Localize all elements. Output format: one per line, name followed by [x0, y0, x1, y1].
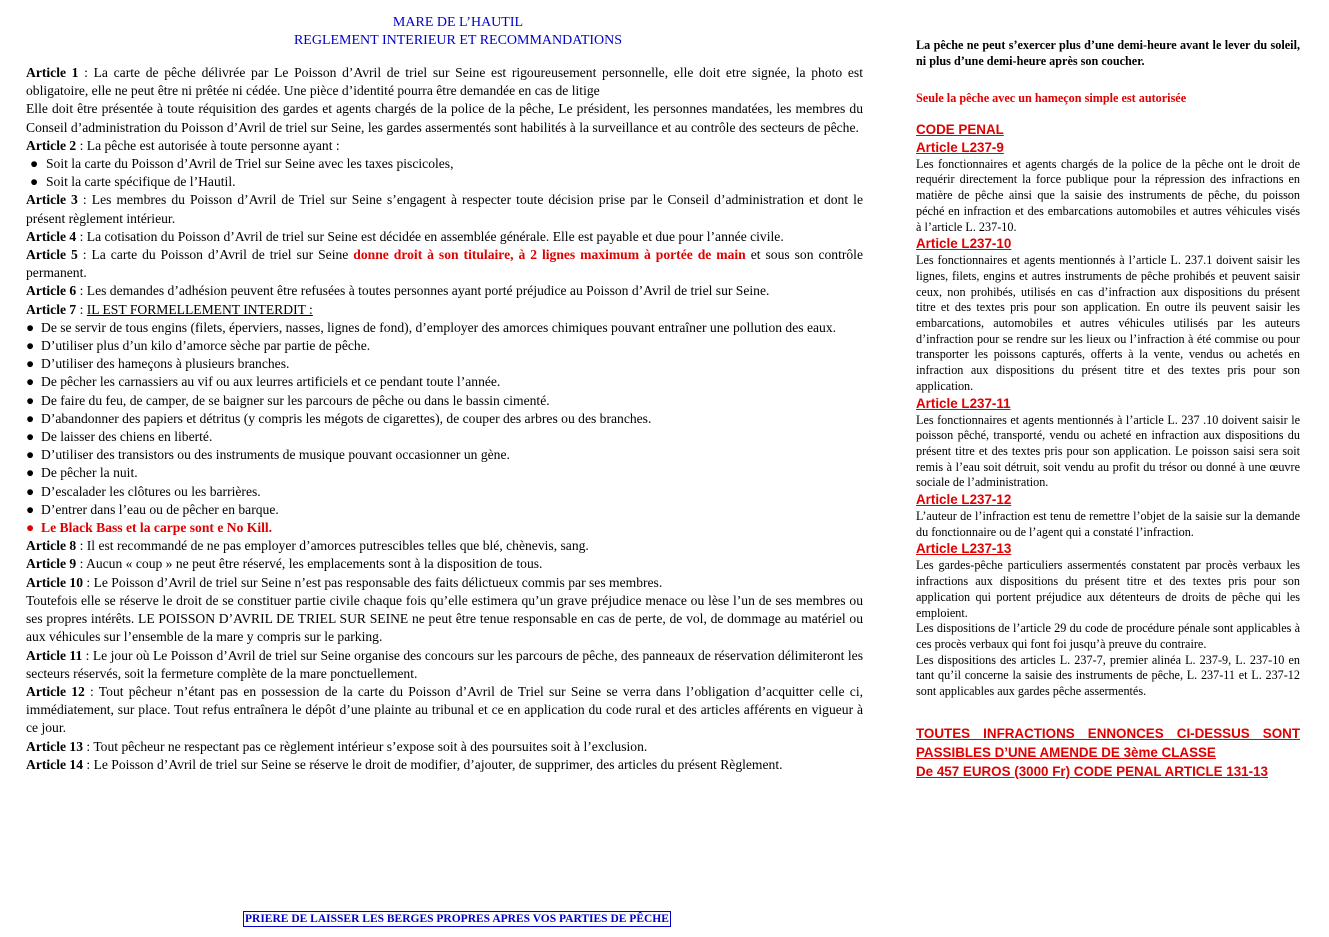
list-item: ● D’abandonner des papiers et détritus (y compris les mégots de cigarettes), de couper des arbres ou des branches.: [26, 410, 863, 428]
article-l237-11-text: Les fonctionnaires et agents mentionnés à l’article L. 237 .10 doivent saisir le poisson pêché, transporté, vendu ou acheté en infraction aux dispositions du présent titre et des textes pris pour son application. Le poisson saisi sera soit remis à l’eau soit détruit, soit vendu au profit du trésor ou donné à une œuvre sociale de l’administration.: [916, 412, 1300, 490]
article-l237-11-label: Article L237-11: [916, 395, 1011, 411]
bullet-icon: ●: [26, 520, 35, 536]
bullet-icon: ●: [30, 174, 39, 190]
article-1-paragraph-2: Elle doit être présentée à toute réquisition des gardes et agents chargés de la police de la pêche, Le président, les personnes mandatées, les membres du Conseil d’administration du Poisson d’Avril de triel sur Seine, les gardes assermentés sont habilités à la surveillance et au contrôle des secteurs de pêche.: [26, 101, 863, 135]
list-item: ● D’entrer dans l’eau ou de pêcher en barque.: [26, 501, 863, 519]
list-item: ● De laisser des chiens en liberté.: [26, 428, 863, 446]
article-l237-9-label: Article L237-9: [916, 139, 1004, 155]
article-1: Article 1 : La carte de pêche délivrée par Le Poisson d’Avril de triel sur Seine est rigoureusement personnelle, elle doit etre signée, la photo est obligatoire, elle ne peut être ni prêtée ni cédée. Une pièce d’identité pourra être demandée en cas de litige: [26, 65, 864, 99]
article-10: Article 10 : Le Poisson d’Avril de triel sur Seine n’est pas responsable des faits délictueux commis par ses membres.: [26, 574, 663, 590]
list-item: ● De se servir de tous engins (filets, éperviers, nasses, lignes de fond), d’employer des amorces chimiques pouvant entraîner une pollution des eaux.: [26, 319, 863, 337]
list-item: ● Soit la carte du Poisson d’Avril de Triel sur Seine avec les taxes piscicoles,: [26, 155, 863, 173]
article-12: Article 12 : Tout pêcheur n’étant pas en possession de la carte du Poisson d’Avril de Triel sur Seine se verra dans l’obligation d’acquitter celle ci, immédiatement, sur place. Tout refus entraînera le dépôt d’une plainte au tribunal et ce en application du code rural et des articles afférents en vigueur à ce jour.: [26, 683, 863, 736]
rules-column: [26, 64, 863, 774]
article-l237-13-text: Les gardes-pêche particuliers assermentés constatent par procès verbaux les infractions aux dispositions du présent titre et des textes pris pour son application qui portent préjudice aux détenteurs de droits de pêche qui les emploient.: [916, 558, 1300, 620]
article-l237-12-label: Article L237-12: [916, 492, 1012, 508]
bullet-icon: ●: [26, 465, 35, 481]
article-5: Article 5 : La carte du Poisson d’Avril de triel sur Seine donne droit à son titulaire, à 2 lignes maximum à portée de main et sous son contrôle permanent.: [26, 247, 863, 281]
bullet-icon: ●: [26, 374, 35, 390]
list-item: ● De pêcher les carnassiers au vif ou aux leurres artificiels et ce pendant toute l’année.: [26, 373, 863, 391]
article-10-paragraph-2: Toutefois elle se réserve le droit de se constituer partie civile chaque fois qu’elle estimera qu’un grave préjudice menace ou lèse l’un de ses membres ou ses propres intérêts. LE POISSON D’AVRIL DE TRIEL SUR SEINE ne peut être tenue responsable en cas de perte, de vol, de dommage au matériel ou aux véhicules sur l’ensemble de la mare y compris sur le parking.: [26, 592, 863, 645]
article-7: Article 7 : IL EST FORMELLEMENT INTERDIT :: [26, 301, 313, 317]
article-6: Article 6 : Les demandes d’adhésion peuvent être refusées à toutes personnes ayant porté préjudice au Poisson d’Avril de triel sur Seine.: [26, 283, 770, 299]
article-8: Article 8 : Il est recommandé de ne pas employer d’amorces putrescibles telles que blé, chènevis, sang.: [26, 538, 589, 554]
article-9: Article 9 : Aucun « coup » ne peut être réservé, les emplacements sont à la disposition de tous.: [26, 556, 543, 572]
list-item-no-kill: ● Le Black Bass et la carpe sont e No Kill.: [26, 519, 863, 537]
article-l237-13-text-2: Les dispositions de l’article 29 du code de procédure pénale sont applicables à ces procès verbaux qui font foi jusqu’à preuve du contraire.: [916, 621, 1300, 651]
list-item: ● D’utiliser plus d’un kilo d’amorce sèche par partie de pêche.: [26, 337, 863, 355]
list-item: ● De faire du feu, de camper, de se baigner sur les parcours de pêche ou dans le bassin cimenté.: [26, 392, 863, 410]
penalty-class-text: TOUTES INFRACTIONS ENNONCES CI-DESSUS SONT PASSIBLES D’UNE AMENDE DE 3ème CLASSE: [916, 725, 1300, 760]
title-line-2: REGLEMENT INTERIEUR ET RECOMMANDATIONS: [293, 33, 623, 48]
article-11: Article 11 : Le jour où Le Poisson d’Avril de triel sur Seine organise des concours sur les parcours de pêche, des panneaux de réservation délimiteront les secteurs réservés, soit la fermeture complète de la mare ponctuellement.: [26, 647, 863, 681]
title-line-1: MARE DE L’HAUTIL: [392, 15, 524, 30]
list-item: ● D’escalader les clôtures ou les barrières.: [26, 483, 863, 501]
bullet-icon: ●: [26, 447, 35, 463]
article-13: Article 13 : Tout pêcheur ne respectant pas ce règlement intérieur s’expose soit à des poursuites soit à l’exclusion.: [26, 738, 648, 754]
bullet-icon: ●: [26, 501, 35, 517]
document-title: [28, 14, 888, 50]
fishing-hours-note: La pêche ne peut s’exercer plus d’une demi-heure avant le lever du soleil, ni plus d’une demi-heure après son coucher.: [916, 38, 1300, 68]
list-item: ● D’utiliser des hameçons à plusieurs branches.: [26, 355, 863, 373]
bullet-icon: ●: [30, 156, 39, 172]
list-item: ● D’utiliser des transistors ou des instruments de musique pouvant occasionner un gène.: [26, 446, 863, 464]
bullet-icon: ●: [26, 319, 35, 335]
bullet-icon: ●: [26, 392, 35, 408]
article-14: Article 14 : Le Poisson d’Avril de triel sur Seine se réserve le droit de modifier, d’ajouter, de supprimer, des articles du présent Règlement.: [26, 756, 783, 772]
article-l237-13-label: Article L237-13: [916, 541, 1012, 557]
article-3: Article 3 : Les membres du Poisson d’Avril de Triel sur Seine s’engagent à respecter toute décision prise par le Conseil d’administration et dont le présent règlement intérieur.: [26, 192, 863, 226]
penal-code-column: [916, 37, 1300, 781]
article-2: Article 2 : La pêche est autorisée à toute personne ayant :: [26, 137, 340, 153]
bullet-icon: ●: [26, 410, 35, 426]
bullet-icon: ●: [26, 356, 35, 372]
clean-banks-notice: PRIERE DE LAISSER LES BERGES PROPRES APRES VOS PARTIES DE PÊCHE: [245, 913, 669, 925]
bullet-icon: ●: [26, 483, 35, 499]
article-l237-12-text: L’auteur de l’infraction est tenu de remettre l’objet de la saisie sur la demande du fonctionnaire ou de l’agent qui a constaté l’infraction.: [916, 509, 1300, 539]
list-item: ● De pêcher la nuit.: [26, 464, 863, 482]
penalty-amount-text: De 457 EUROS (3000 Fr) CODE PENAL ARTICLE 131-13: [916, 763, 1268, 779]
single-hook-note: Seule la pêche avec un hameçon simple est autorisée: [916, 91, 1187, 105]
bullet-icon: ●: [26, 338, 35, 354]
article-4: Article 4 : La cotisation du Poisson d’Avril de triel sur Seine est décidée en assemblée générale. Elle est payable et due pour l’année civile.: [26, 228, 784, 244]
list-item: ● Soit la carte spécifique de l’Hautil.: [26, 173, 863, 191]
penalty-notice: [916, 724, 1300, 781]
article-l237-13-text-3: Les dispositions des articles L. 237-7, premier alinéa L. 237-9, L. 237-10 en tant qu’il concerne la saisie des instruments de pêche, L. 237-11 et L. 237-12 sont applicables aux gardes pêche assermentés.: [916, 652, 1300, 699]
bullet-icon: ●: [26, 429, 35, 445]
code-penal-heading: CODE PENAL: [916, 121, 1004, 137]
article-l237-10-label: Article L237-10: [916, 236, 1012, 252]
article-l237-9-text: Les fonctionnaires et agents chargés de la police de la pêche ont le droit de requérir directement la force publique pour la répression des infractions en matière de pêche ainsi que la saisie des instruments de pêche, du poisson péché en infraction et des embarcations automobiles et autres véhicules visés à l’article L. 237-10.: [916, 156, 1300, 234]
article-l237-10-text: Les fonctionnaires et agents mentionnés à l’article L. 237.1 doivent saisir les lignes, filets, engins et autres instruments de pêche prohibés et peuvent saisir ceux, non prohibés, utilisés en cas d’infraction aux dispositions du présent titre et des textes pris pour son application. En outre ils peuvent saisir les embarcations, automobiles et autres véhicules utilisés par les auteurs d’infraction pour se rendre sur les lieux ou l’infraction à été commise ou pour transporter les poissons capturés, offerts à la vente, vendus ou achetés en infraction aux dispositions du présent titre et des textes pris pour son application.: [916, 253, 1300, 393]
